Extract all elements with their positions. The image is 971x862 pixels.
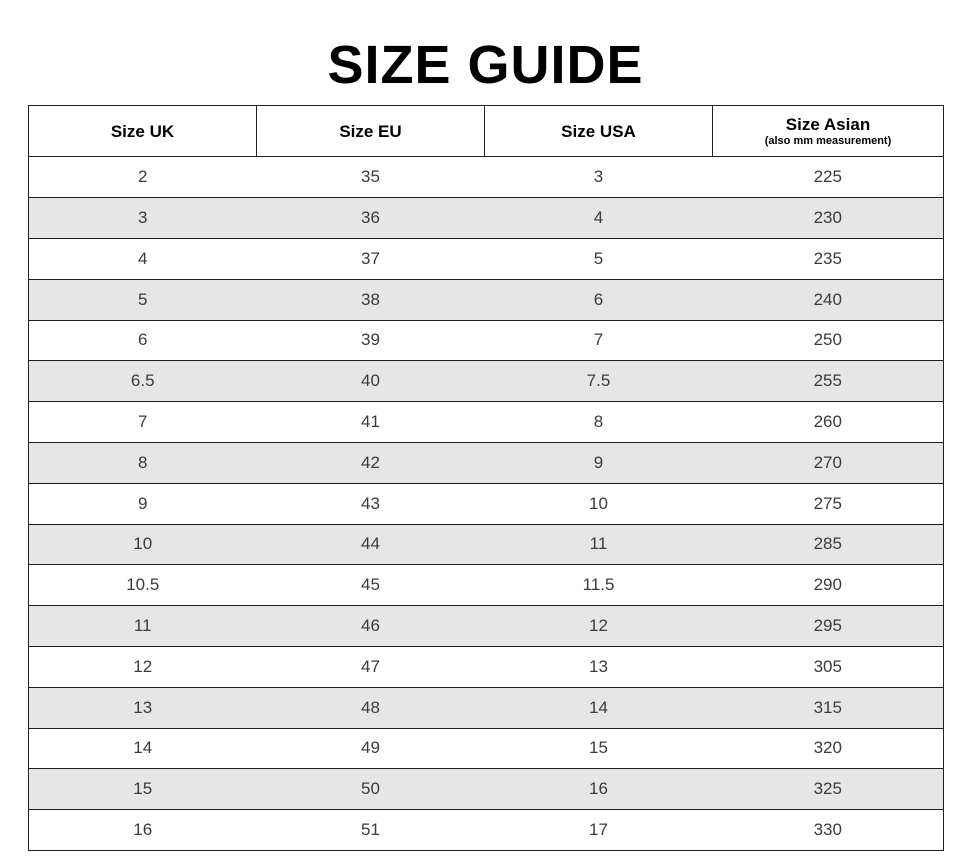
table-cell: 320 xyxy=(713,728,944,769)
table-row xyxy=(29,157,944,198)
table-row xyxy=(29,402,944,443)
table-cell: 3 xyxy=(29,198,257,239)
table-cell: 295 xyxy=(713,606,944,647)
page-title: SIZE GUIDE xyxy=(327,35,644,95)
table-cell: 315 xyxy=(713,687,944,728)
table-cell: 15 xyxy=(485,728,713,769)
table-row xyxy=(29,320,944,361)
table-cell: 9 xyxy=(29,483,257,524)
table-cell: 14 xyxy=(29,728,257,769)
table-header xyxy=(29,106,944,157)
table-row xyxy=(29,565,944,606)
table-cell: 305 xyxy=(713,646,944,687)
table-cell: 42 xyxy=(257,442,485,483)
table-cell: 13 xyxy=(485,646,713,687)
table-cell: 285 xyxy=(713,524,944,565)
table-cell: 7.5 xyxy=(485,361,713,402)
table-cell: 13 xyxy=(29,687,257,728)
table-cell: 16 xyxy=(29,810,257,851)
table-row xyxy=(29,483,944,524)
column-header-size-uk xyxy=(29,106,257,157)
table-cell: 6 xyxy=(29,320,257,361)
table-cell: 50 xyxy=(257,769,485,810)
table-cell: 37 xyxy=(257,238,485,279)
table-cell: 6.5 xyxy=(29,361,257,402)
table-row xyxy=(29,238,944,279)
column-header-label: Size UK xyxy=(110,121,175,141)
table-cell: 10 xyxy=(485,483,713,524)
table-cell: 10.5 xyxy=(29,565,257,606)
table-cell: 7 xyxy=(485,320,713,361)
table-cell: 12 xyxy=(485,606,713,647)
table-cell: 51 xyxy=(257,810,485,851)
table-cell: 38 xyxy=(257,279,485,320)
table-cell: 255 xyxy=(713,361,944,402)
table-cell: 270 xyxy=(713,442,944,483)
table-cell: 5 xyxy=(485,238,713,279)
size-conversion-table xyxy=(28,105,944,851)
table-cell: 17 xyxy=(485,810,713,851)
column-header-size-asian xyxy=(713,106,944,157)
table-cell: 12 xyxy=(29,646,257,687)
column-header-size-usa xyxy=(485,106,713,157)
table-cell: 9 xyxy=(485,442,713,483)
table-cell: 4 xyxy=(485,198,713,239)
table-cell: 7 xyxy=(29,402,257,443)
table-cell: 8 xyxy=(29,442,257,483)
table-row xyxy=(29,810,944,851)
table-cell: 250 xyxy=(713,320,944,361)
table-row xyxy=(29,524,944,565)
table-cell: 40 xyxy=(257,361,485,402)
table-row xyxy=(29,646,944,687)
table-cell: 41 xyxy=(257,402,485,443)
table-cell: 49 xyxy=(257,728,485,769)
table-cell: 10 xyxy=(29,524,257,565)
size-table-container xyxy=(0,105,971,851)
table-cell: 275 xyxy=(713,483,944,524)
table-cell: 225 xyxy=(713,157,944,198)
table-cell: 36 xyxy=(257,198,485,239)
table-row xyxy=(29,198,944,239)
table-cell: 44 xyxy=(257,524,485,565)
table-cell: 2 xyxy=(29,157,257,198)
table-cell: 15 xyxy=(29,769,257,810)
table-row xyxy=(29,769,944,810)
table-row xyxy=(29,442,944,483)
table-cell: 260 xyxy=(713,402,944,443)
table-cell: 48 xyxy=(257,687,485,728)
table-body xyxy=(29,157,944,851)
table-cell: 5 xyxy=(29,279,257,320)
table-cell: 290 xyxy=(713,565,944,606)
table-cell: 11.5 xyxy=(485,565,713,606)
table-cell: 3 xyxy=(485,157,713,198)
table-cell: 47 xyxy=(257,646,485,687)
table-cell: 325 xyxy=(713,769,944,810)
table-cell: 16 xyxy=(485,769,713,810)
table-cell: 330 xyxy=(713,810,944,851)
column-header-size-eu xyxy=(257,106,485,157)
table-cell: 39 xyxy=(257,320,485,361)
table-cell: 6 xyxy=(485,279,713,320)
table-row xyxy=(29,361,944,402)
table-cell: 230 xyxy=(713,198,944,239)
table-cell: 46 xyxy=(257,606,485,647)
table-row xyxy=(29,606,944,647)
table-cell: 8 xyxy=(485,402,713,443)
table-cell: 43 xyxy=(257,483,485,524)
table-cell: 4 xyxy=(29,238,257,279)
column-header-label: Size USA xyxy=(561,121,636,141)
table-cell: 235 xyxy=(713,238,944,279)
table-row xyxy=(29,728,944,769)
table-cell: 45 xyxy=(257,565,485,606)
column-header-label: Size Asian xyxy=(785,114,871,134)
column-header-subtitle: (also mm measurement) xyxy=(764,135,892,148)
table-cell: 35 xyxy=(257,157,485,198)
column-header-label: Size EU xyxy=(339,121,402,141)
table-row xyxy=(29,279,944,320)
table-row xyxy=(29,687,944,728)
table-cell: 14 xyxy=(485,687,713,728)
table-cell: 11 xyxy=(485,524,713,565)
table-cell: 240 xyxy=(713,279,944,320)
table-cell: 11 xyxy=(29,606,257,647)
table-header-row xyxy=(29,106,944,157)
